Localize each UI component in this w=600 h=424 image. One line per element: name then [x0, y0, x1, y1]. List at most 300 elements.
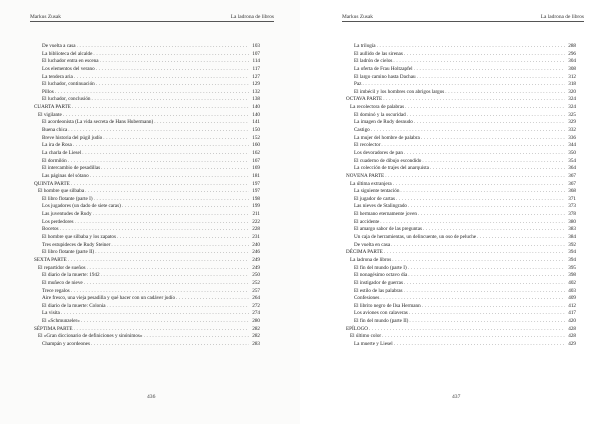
toc-entry-title: El intercambio de pesadillas [42, 165, 101, 172]
toc-entry-page: 373 [568, 203, 576, 210]
toc-entry-title: El «Gran diccionario de definiciones y sinónimos» [38, 333, 143, 340]
page-number: 437 [452, 394, 461, 400]
toc-entry-title: La ira de Rosa [42, 142, 72, 149]
toc-entry-page: 222 [252, 218, 260, 225]
toc-entry-page: 272 [252, 302, 260, 309]
toc-entry [346, 188, 576, 196]
dot-leader [72, 104, 249, 112]
toc-entry-title: El luchador, continuación [42, 81, 95, 88]
dot-leader [384, 249, 565, 257]
dot-leader [423, 226, 565, 234]
dot-leader [71, 181, 249, 189]
dot-leader [93, 211, 249, 219]
toc-entry-page: 240 [252, 241, 260, 248]
toc-entry [34, 158, 260, 166]
dot-leader [408, 203, 565, 211]
toc-entry [346, 226, 576, 234]
toc-entry-title: Bocetos [42, 226, 59, 233]
toc-entry-title: El librito negro de Ilsa Hermann [354, 302, 421, 309]
toc-entry [346, 211, 576, 219]
dot-leader [377, 43, 565, 51]
toc-entry-title: El diario de la muerte: 1942 [42, 272, 100, 279]
toc-entry-page: 364 [568, 165, 576, 172]
toc-entry [346, 43, 576, 51]
toc-entry-page: 257 [252, 287, 260, 294]
dot-leader [85, 188, 249, 196]
toc-entry-page: 169 [252, 165, 260, 172]
toc-entry-page: 197 [252, 180, 260, 187]
toc-entry [346, 341, 576, 349]
dot-leader [369, 326, 565, 334]
toc-entry [346, 265, 576, 273]
toc-entry [34, 203, 260, 211]
toc-entry [346, 272, 576, 280]
toc-entry [346, 119, 576, 127]
dot-leader [96, 81, 249, 89]
toc-entry-title: El diario de la muerte: Colonia [42, 302, 106, 309]
dot-leader [391, 242, 565, 250]
dot-leader [90, 173, 249, 181]
dot-leader [407, 112, 565, 120]
toc-entry-title: DÉCIMA PARTE [346, 249, 383, 256]
toc-entry [346, 288, 576, 296]
dot-leader [408, 265, 565, 273]
toc-entry-title: El dormilón [42, 157, 67, 164]
toc-entry-page: 283 [252, 340, 260, 347]
dot-leader [101, 272, 249, 280]
toc-entry [34, 219, 260, 227]
toc-entry-page: 332 [568, 127, 576, 134]
toc-entry-title: El hermano eternamente joven [354, 211, 417, 218]
dot-leader [82, 150, 249, 158]
toc-entry-page: 417 [568, 310, 576, 317]
dot-leader [385, 173, 565, 181]
toc-entry-title: El imbécil y los hombres con abrigos largos [354, 88, 445, 95]
toc-entry-page: 114 [252, 58, 260, 65]
dot-leader [445, 89, 565, 97]
dot-leader [418, 211, 565, 219]
toc-entry [346, 219, 576, 227]
toc-entry [346, 280, 576, 288]
toc-entry-title: Los devoradores de pan [354, 149, 403, 156]
toc-entry [346, 142, 576, 150]
dot-leader [154, 119, 249, 127]
toc-entry-title: La siguiente tentación [354, 188, 400, 195]
toc-entry [34, 96, 260, 104]
toc-entry-page: 282 [252, 333, 260, 340]
toc-entry-title: Las páginas del sótano [42, 172, 89, 179]
dot-leader [93, 51, 249, 59]
dot-leader [422, 303, 565, 311]
toc-entry-page: 103 [252, 43, 260, 49]
dot-leader [71, 288, 249, 296]
toc-entry-page: 129 [252, 81, 260, 88]
toc-entry-title: El «Schmunzeler» [42, 318, 80, 325]
toc-entry-page: 308 [568, 65, 576, 72]
toc-entry [34, 226, 260, 234]
toc-entry-title: Confesiones [354, 295, 380, 302]
dot-leader [144, 333, 249, 341]
dot-leader [394, 341, 565, 349]
toc-entry-title: El libro flotante (parte II) [42, 249, 95, 256]
dot-leader [404, 288, 565, 296]
dot-leader [404, 51, 565, 59]
toc-entry-title: Pillos [42, 88, 54, 95]
toc-entry [34, 341, 260, 349]
header-title: La ladrona de libros [540, 14, 584, 20]
toc-entry-page: 367 [568, 180, 576, 187]
right-page [300, 0, 600, 424]
toc-entry [34, 51, 260, 59]
toc-entry-page: 336 [568, 134, 576, 141]
toc-entry [346, 66, 576, 74]
toc-entry-page: 380 [568, 218, 576, 225]
toc-entry [34, 280, 260, 288]
toc-entry-title: La oferta de Frau Holtzapfel [354, 65, 413, 72]
toc-entry [34, 150, 260, 158]
toc-entry [346, 165, 576, 173]
toc-entry [34, 333, 260, 341]
toc-entry-title: El nonagésimo octavo día [354, 272, 408, 279]
toc-entry [34, 295, 260, 303]
toc-entry-title: El instigador de guerras [354, 279, 403, 286]
dot-leader [422, 158, 565, 166]
dot-leader [87, 265, 249, 273]
dot-leader [84, 280, 249, 288]
toc-entry-page: 107 [252, 50, 260, 57]
dot-leader [371, 127, 565, 135]
toc-entry-title: El muñeco de nieve [42, 279, 83, 286]
toc-entry-page: 127 [252, 73, 260, 80]
dot-leader [91, 96, 249, 104]
dot-leader [107, 303, 249, 311]
dot-leader [101, 165, 249, 173]
toc-entry-page: 152 [252, 134, 260, 141]
toc-entry-title: La última extranjera [350, 180, 392, 187]
toc-entry-title: El cuaderno de dibujo escondido [354, 157, 422, 164]
toc-entry-page: 429 [568, 340, 576, 347]
toc-entry-title: La recolectora de palabras [350, 104, 405, 111]
toc-entry-page: 274 [252, 310, 260, 317]
toc-entry-page: 371 [568, 195, 576, 202]
toc-entry [34, 318, 260, 326]
toc-entry [346, 310, 576, 318]
dot-leader [96, 66, 249, 74]
toc-entry [34, 58, 260, 66]
toc-entry-page: 198 [252, 195, 260, 202]
toc-entry-title: SÉPTIMA PARTE [34, 325, 73, 332]
toc-entry [34, 127, 260, 135]
toc-entry-title: CUARTA PARTE [34, 104, 71, 111]
toc-entry [34, 165, 260, 173]
dot-leader [362, 81, 565, 89]
toc-entry [346, 81, 576, 89]
toc-entry-page: 162 [252, 149, 260, 156]
toc-entry-page: 412 [568, 302, 576, 309]
dot-leader [91, 341, 249, 349]
toc-entry-page: 344 [568, 142, 576, 149]
toc-entry-title: El luchador, conclusión [42, 96, 91, 103]
toc-entry [34, 211, 260, 219]
toc-entry-page: 378 [568, 211, 576, 218]
toc-entry-title: La ladrona de libros [350, 256, 392, 263]
toc-entry [34, 249, 260, 257]
toc-entry-title: Un caja de herramientas, un delincuente, un oso de peluche [354, 234, 477, 241]
toc-entry-title: Aire fresco, una vieja pesadilla y qué hacer con un cadáver judío [42, 295, 176, 302]
toc-entry-page: 395 [568, 264, 576, 271]
toc-entry [346, 127, 576, 135]
toc-entry-title: Castigo [354, 127, 370, 134]
dot-leader [111, 242, 249, 250]
toc-entry-page: 140 [252, 111, 260, 118]
toc-entry [34, 310, 260, 318]
toc-part-entry [34, 104, 260, 112]
dot-leader [396, 196, 565, 204]
toc-part-entry [346, 326, 576, 334]
toc-entry-page: 402 [568, 279, 576, 286]
toc-entry-page: 420 [568, 318, 576, 325]
toc-entry-page: 394 [568, 256, 576, 263]
toc-entry-title: El largo camino hasta Dachau [354, 73, 416, 80]
toc-entry-title: El jugador de cartas [354, 195, 395, 202]
toc-entry-title: El acordeonista (La vida secreta de Hans Hubermann) [42, 119, 154, 126]
toc-entry-title: El ladrón de cielos [354, 58, 393, 65]
toc-entry-title: La muerte y Liesel [354, 340, 393, 347]
toc-entry-title: OCTAVA PARTE [346, 96, 383, 103]
toc-entry-page: 394 [568, 249, 576, 256]
toc-entry [346, 196, 576, 204]
toc-entry-title: El último color [350, 333, 382, 340]
dot-leader [68, 257, 249, 265]
dot-leader [392, 257, 565, 265]
toc-entry [346, 333, 576, 341]
dot-leader [380, 295, 565, 303]
toc-entry [346, 150, 576, 158]
toc-entry-page: 264 [252, 295, 260, 302]
toc-part-entry [346, 173, 576, 181]
toc-part-entry [346, 96, 576, 104]
toc-entry [346, 303, 576, 311]
toc-entry-page: 280 [252, 318, 260, 325]
toc-entry-page: 312 [568, 73, 576, 80]
toc-entry-title: La mujer del hombre de palabra [354, 134, 420, 141]
toc-entry-page: 228 [252, 226, 260, 233]
toc-entry-page: 288 [568, 43, 576, 49]
toc-entry [346, 51, 576, 59]
dot-leader [176, 295, 249, 303]
header-author: Markus Zusak [342, 14, 373, 20]
toc-entry-page: 211 [252, 211, 260, 218]
toc-entry-title: Tres estupideces de Rudy Steiner [42, 241, 111, 248]
toc-entry-page: 246 [252, 249, 260, 256]
toc-entry-page: 354 [568, 157, 576, 164]
toc-entry-page: 167 [252, 157, 260, 164]
toc-entry-page: 160 [252, 142, 260, 149]
toc-entry-title: Los aviones con calaveras [354, 310, 408, 317]
toc-entry-title: El luchador entra en escena [42, 58, 99, 65]
toc-entry [346, 181, 576, 189]
toc-entry-title: NOVENA PARTE [346, 172, 385, 179]
toc-part-entry [34, 257, 260, 265]
toc-entry-title: Las nieves de Stalingrado [354, 203, 407, 210]
toc-entry [34, 188, 260, 196]
toc-entry-page: 409 [568, 295, 576, 302]
toc-entry-title: Trece regalos [42, 287, 70, 294]
dot-leader [55, 89, 249, 97]
toc-entry-title: El recolector [354, 142, 381, 149]
toc-entry-page: 296 [568, 50, 576, 57]
dot-leader [68, 158, 249, 166]
dot-leader [409, 310, 565, 318]
toc-entry-page: 403 [568, 287, 576, 294]
dot-leader [103, 135, 249, 143]
toc-entry-title: Buena chica [42, 127, 68, 134]
running-header [30, 10, 274, 22]
toc-entry-title: QUINTA PARTE [34, 180, 70, 187]
dot-leader [430, 165, 565, 173]
toc-entry-page: 428 [568, 325, 576, 332]
toc-entry-page: 117 [252, 65, 260, 72]
toc-entry-page: 181 [252, 172, 260, 179]
toc-entry [34, 81, 260, 89]
toc-entry-page: 368 [568, 188, 576, 195]
dot-leader [409, 318, 565, 326]
toc-entry-title: El vigilante [38, 111, 62, 118]
toc-entry-title: Los jugadores (un dado de siete caras) [42, 203, 121, 210]
toc-entry-page: 384 [568, 234, 576, 241]
toc-entry-page: 132 [252, 88, 260, 95]
dot-leader [122, 203, 249, 211]
toc-entry [34, 43, 260, 51]
toc-entry [346, 158, 576, 166]
page-number: 436 [147, 394, 156, 400]
toc-entry-page: 197 [252, 188, 260, 195]
toc-entry-page: 150 [252, 127, 260, 134]
toc-entry-title: La colección de trajes del anarquista [354, 165, 429, 172]
toc-entry [346, 203, 576, 211]
toc-entry-title: El aullido de las sirenas [354, 50, 403, 57]
dot-leader [400, 188, 565, 196]
toc-entry-page: 398 [568, 272, 576, 279]
dot-leader [95, 249, 249, 257]
dot-leader [393, 181, 565, 189]
dot-leader [414, 119, 565, 127]
toc-entry-title: La biblioteca del alcalde [42, 50, 93, 57]
toc-entry [34, 89, 260, 97]
toc-entry-title: Los perdedores [42, 218, 74, 225]
toc-entry [346, 89, 576, 97]
toc-entry-title: El estilo de las palabras [354, 287, 403, 294]
toc-entry-title: El dominó y la oscuridad [354, 111, 406, 118]
dot-leader [77, 43, 249, 51]
toc-entry [346, 135, 576, 143]
dot-leader [404, 150, 565, 158]
dot-leader [382, 333, 565, 341]
toc-entry [346, 318, 576, 326]
toc-entry-title: Las juventudes de Rudy [42, 211, 92, 218]
dot-leader [405, 104, 565, 112]
dot-leader [381, 142, 565, 150]
dot-leader [117, 234, 249, 242]
dot-leader [60, 226, 249, 234]
header-title: La ladrona de libros [230, 14, 274, 20]
dot-leader [477, 234, 565, 242]
toc-entry-title: La imagen de Rudy desnudo [354, 119, 413, 126]
toc-entry [346, 234, 576, 242]
dot-leader [380, 219, 565, 227]
header-author: Markus Zusak [30, 14, 61, 20]
toc-entry-page: 367 [568, 172, 576, 179]
table-of-contents [346, 43, 576, 349]
dot-leader [393, 58, 565, 66]
toc-entry-page: 252 [252, 279, 260, 286]
toc-entry [34, 265, 260, 273]
toc-entry-page: 304 [568, 58, 576, 65]
toc-entry-title: El accidente [354, 218, 380, 225]
dot-leader [73, 142, 249, 150]
dot-leader [417, 74, 565, 82]
toc-entry-title: Champán y acordeones [42, 340, 90, 347]
toc-entry-page: 325 [568, 111, 576, 118]
toc-entry [346, 257, 576, 265]
toc-entry-title: El hombre que silbaba [38, 188, 85, 195]
toc-entry [34, 119, 260, 127]
dot-leader [74, 74, 249, 82]
dot-leader [61, 310, 249, 318]
dot-leader [404, 280, 565, 288]
dot-leader [68, 127, 249, 135]
toc-entry-page: 392 [568, 241, 576, 248]
toc-entry-page: 138 [252, 96, 260, 103]
dot-leader [100, 58, 249, 66]
toc-entry [34, 173, 260, 181]
toc-entry-page: 249 [252, 264, 260, 271]
toc-entry-page: 231 [252, 234, 260, 241]
dot-leader [81, 318, 249, 326]
toc-entry-title: Los elementos del verano [42, 65, 95, 72]
toc-entry [346, 58, 576, 66]
toc-entry-title: El hombre que silbaba y los zapatos [42, 234, 116, 241]
toc-entry-title: EPÍLOGO [346, 325, 368, 332]
toc-entry-title: La tendera aria [42, 73, 73, 80]
toc-entry-title: El libro flotante (parte I) [42, 195, 93, 202]
running-header [342, 10, 584, 22]
toc-entry-page: 140 [252, 104, 260, 111]
dot-leader [75, 219, 249, 227]
toc-entry-title: Breve historia del púgil judío [42, 134, 103, 141]
toc-entry-page: 250 [252, 272, 260, 279]
toc-entry [34, 288, 260, 296]
toc-entry [346, 104, 576, 112]
toc-entry-title: La trilogía [354, 43, 376, 49]
toc-entry-title: La charla de Liesel [42, 149, 82, 156]
dot-leader [414, 66, 565, 74]
toc-entry-title: El fin del mundo (parte II) [354, 318, 409, 325]
toc-entry-title: El repartidor de sueños [38, 264, 86, 271]
toc-entry-title: La visita [42, 310, 60, 317]
toc-entry [34, 74, 260, 82]
toc-entry-page: 320 [568, 88, 576, 95]
toc-entry-title: Paz [354, 81, 362, 88]
table-of-contents [34, 43, 260, 349]
toc-entry-page: 350 [568, 149, 576, 156]
toc-entry-title: De vuelta en casa [354, 241, 391, 248]
toc-entry [34, 66, 260, 74]
toc-entry [34, 135, 260, 143]
toc-entry-page: 199 [252, 203, 260, 210]
toc-entry-title: El amargo sabor de las preguntas [354, 226, 422, 233]
toc-entry [34, 142, 260, 150]
